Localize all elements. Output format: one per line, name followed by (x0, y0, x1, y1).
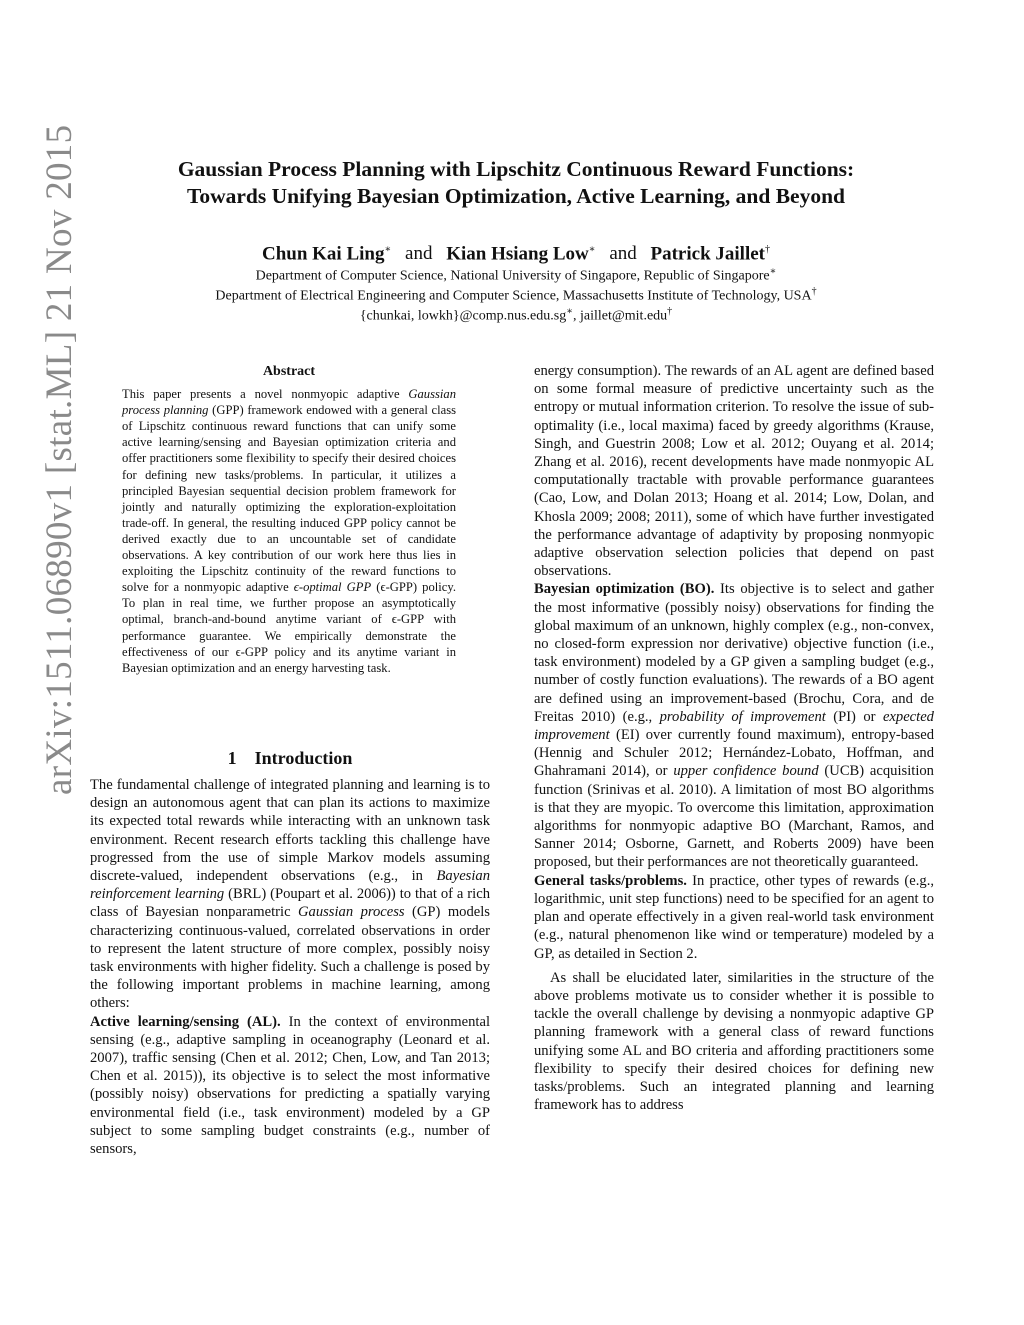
affiliation-1-text: Department of Computer Science, National University of Singapore, Republic of Singapore (255, 268, 770, 284)
term-pi: probability of improvement (659, 708, 826, 725)
title-line-2: Towards Unifying Bayesian Optimization, Active Learning, and Beyond (186, 184, 846, 208)
al-continuation-paragraph: energy consumption). The rewards of an AL agent are defined based on some formal measure of predictive uncertainty such as the entropy or mutual information criterion. To resolve the issue of sub-optimality (i.e., local maxima) faced by greedy algorithms (Krause, Singh, and Guestrin 2008; Low et al. 2012; Ouyang et al. 2014; Zhang et al. 2016), recent developments have made nonmyopic AL computationally tractable with provable performance guarantees (Cao, Low, and Dolan 2013; Hoang et al. 2014; Low, Dolan, and Khosla 2009; 2008; 2011), some of which have further investigated the performance advantage of adaptivity by proposing nonmyopic adaptive observation selection policies that depend on past observations. (534, 363, 934, 580)
paper-title (100, 156, 932, 210)
author-3-mark: † (765, 244, 770, 255)
author-emails (100, 302, 932, 326)
section-title: Introduction (254, 748, 353, 768)
email-mit: , jaillet@mit.edu (573, 308, 668, 324)
intro-right-column (534, 362, 934, 1114)
author-separator: and (405, 243, 433, 265)
intro-paragraph-1: The fundamental challenge of integrated planning and learning is to design an autonomous agent that can plan its actions to maximize its expected total rewards while interacting with an unknown task environment. Recent research efforts tackling this challenge have progressed from the use of simple Markov models assuming discrete-valued, independent observations (e.g., in Bayesian reinforcement learning (BRL) (Poupart et al. 2006)) to that of a rich class of Bayesian nonparametric Gaussian process (GP) models characterizing continuous-valued, correlated observations in order to represent the latent structure of more complex, possibly noisy task environments with higher fidelity. Such a challenge is posed by the following important problems in machine learning, among others: (90, 777, 490, 1012)
email-mit-mark: † (667, 306, 673, 317)
abstract-emph-1: Gaussian process planning (122, 387, 456, 418)
general-tasks-paragraph: General tasks/problems. In practice, other types of rewards (e.g., logarithmic, unit step functions) need to be specified for an agent to plan and operate effectively in a given real-world task environment (e.g., natural phenomenon like wind or temperature) modeled by a GP, as detailed in Section 2. (534, 872, 934, 962)
abstract-part-3: (ϵ-GPP) policy. To plan in real time, we further propose an asymptotically optimal, branch-and-bound anytime variant of ϵ-GPP with performance guarantee. We empirically demonstrate the effectiveness of our ϵ-GPP policy and its anytime variant in Bayesian optimization and an energy harvesting task. (122, 580, 456, 675)
author-2-mark: ∗ (588, 244, 596, 255)
email-nus-mark: ∗ (566, 306, 573, 317)
arxiv-stamp: arXiv:1511.06890v1 [stat.ML] 21 Nov 2015 (39, 124, 80, 795)
author-1-mark: ∗ (384, 244, 392, 255)
intro-left-column (90, 776, 490, 1158)
affiliation-2-mark: † (811, 286, 817, 297)
abstract-part-2: (GPP) framework endowed with a general class of Lipschitz continuous reward functions that can unify some active learning/sensing and Bayesian optimization criteria and offer practitioners some flexibility to specify their desired choices for defining new tasks/problems. In particular, it utilizes a principled Bayesian sequential decision problem framework for jointly and naturally optimizing the exploration-exploitation trade-off. In general, the resulting induced GPP policy cannot be derived exactly due to an uncountable set of candidate observations. A key contribution of our work here thus lies in exploiting the Lipschitz continuity of the reward functions to solve for a nonmyopic adaptive (122, 403, 456, 595)
active-learning-heading: Active learning/sensing (AL). (90, 1013, 281, 1030)
email-nus: {chunkai, lowkh}@comp.nus.edu.sg (359, 308, 567, 324)
term-ei: expected improvement (534, 708, 934, 744)
abstract-text (122, 386, 456, 676)
bayesian-optimization-paragraph: Bayesian optimization (BO). Its objective is to select and gather the most informative (possibly noisy) observations for finding the global maximum of an unknown, highly complex (e.g., non-convex, no closed-form expression nor derivative) objective function (i.e., task environment) modeled by a GP given a sampling budget (e.g., number of costly function evaluations). The rewards of a BO agent are defined using an improvement-based (Brochu, Cora, and de Freitas 2010) (e.g., probability of improvement (PI) or expected improvement (EI) over currently found maximum), entropy-based (Hennig and Schuler 2012; Hernández-Lobato, Hoffman, and Ghahramani 2014), or upper confidence bound (UCB) acquisition function (Srinivas et al. 2010). A limitation of most BO algorithms is that they are myopic. To overcome this limitation, approximation algorithms for nonmyopic adaptive BO (Marchant, Ramos, and Sanner 2014; Osborne, Garnett, and Roberts 2009) have been proposed, but their performances are not theoretically guaranteed. (534, 581, 934, 871)
term-gp: Gaussian process (298, 904, 405, 921)
term-ucb: upper confidence bound (673, 763, 819, 780)
author-2: Kian Hsiang Low (446, 243, 589, 265)
author-1: Chun Kai Ling (261, 243, 385, 265)
author-3: Patrick Jaillet (650, 243, 765, 265)
active-learning-paragraph: Active learning/sensing (AL). In the context of environmental sensing (e.g., adaptive sampling in oceanography (Leonard et al. 2007), traffic sensing (Chen et al. 2012; Chen, Low, and Tan 2013; Chen et al. 2015)), its objective is to select the most informative (possibly noisy) observations for predicting a spatially varying environmental field (i.e., task environment) modeled by a GP subject to some sampling budget constraints (e.g., number of sensors, (90, 1013, 490, 1158)
title-line-1: Gaussian Process Planning with Lipschitz Continuous Reward Functions: (177, 157, 855, 181)
author-separator: and (609, 243, 637, 265)
abstract-emph-2: ϵ-optimal GPP (293, 580, 372, 595)
abstract-heading: Abstract (262, 364, 316, 379)
term-brl: Bayesian reinforcement learning (90, 868, 490, 903)
section-number: 1 (227, 748, 237, 768)
affiliation-2-text: Department of Electrical Engineering and Computer Science, Massachusetts Institute of Technology, USA (215, 288, 812, 304)
motivation-paragraph: As shall be elucidated later, similarities in the structure of the above problems motivate us to consider whether it is possible to tackle the overall challenge by devising a nonmyopic adaptive GP planning framework with a general class of reward functions unifying some AL and BO criteria and affording practitioners some flexibility to specify their desired choices for defining new tasks/problems. Such an integrated planning and learning framework has to address (534, 969, 934, 1114)
abstract-part-1: This paper presents a novel nonmyopic adaptive (122, 387, 409, 402)
section-heading-introduction (90, 748, 490, 769)
bayesian-optimization-heading: Bayesian optimization (BO). (534, 581, 715, 598)
general-tasks-heading: General tasks/problems. (534, 872, 687, 889)
abstract (122, 364, 456, 676)
affiliation-1-mark: ∗ (769, 266, 777, 277)
